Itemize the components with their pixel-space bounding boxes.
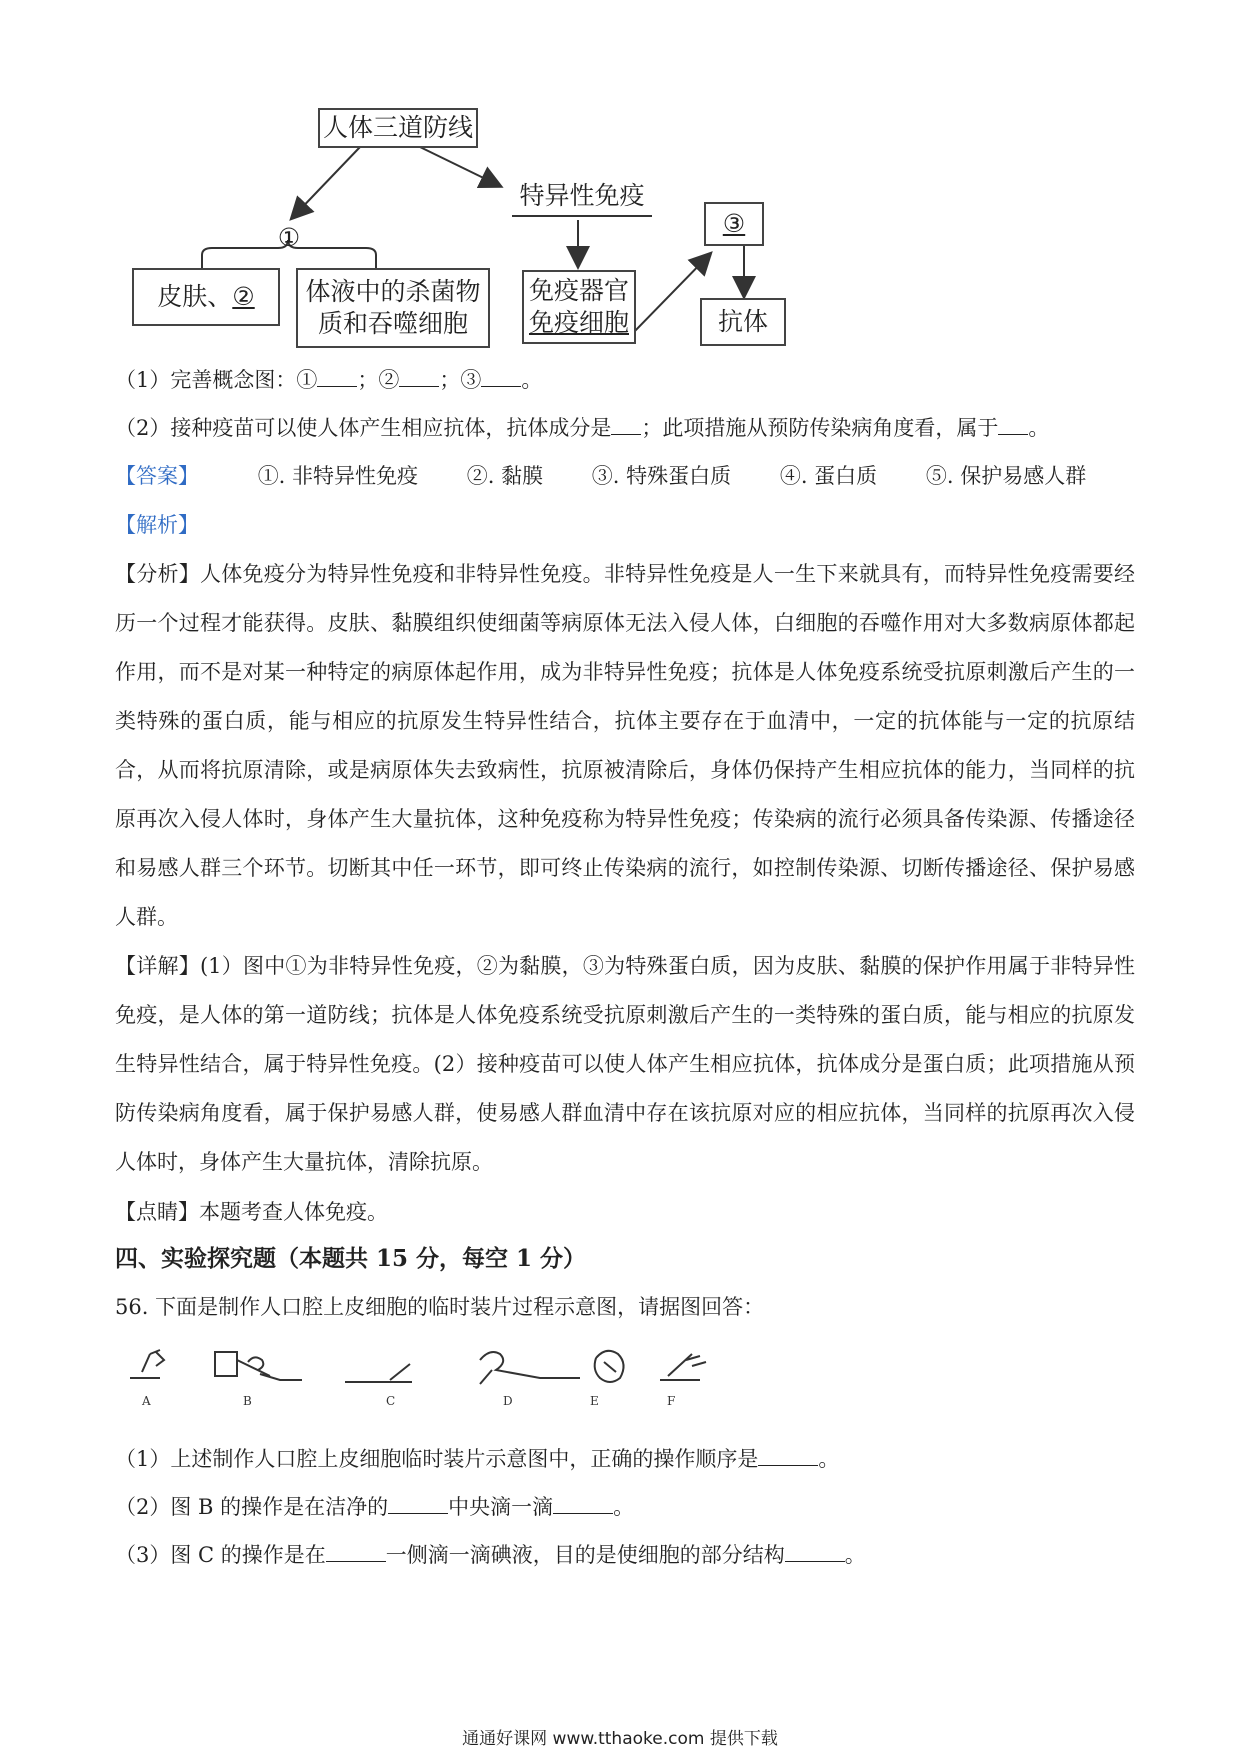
diagram-organ-line1: 免疫器官 <box>528 276 629 305</box>
diagram-organ-box <box>522 270 636 344</box>
question-56-sub-3-end: 。 <box>844 1543 866 1567</box>
figure-label-a: A <box>142 1394 151 1408</box>
diagram-antibody-label: 抗体 <box>717 307 768 336</box>
answer-item-4: ④. 蛋白质 <box>779 464 878 488</box>
question-56-sub-1-text: （1）上述制作人口腔上皮细胞临时装片示意图中，正确的操作顺序是 <box>115 1447 759 1471</box>
page-footer <box>0 1724 1240 1749</box>
question-1-sep2: ；③ <box>439 368 482 392</box>
diagram-node1-label: ① <box>277 223 301 252</box>
question-56-sub-1-end: 。 <box>818 1447 840 1471</box>
question-56-stem-text: 56. 下面是制作人口腔上皮细胞的临时装片过程示意图，请据图回答： <box>115 1295 765 1319</box>
analysis-paragraph <box>115 550 1135 942</box>
question-56-sub-1 <box>115 1444 1135 1474</box>
question-56-sub-2-text-b: 中央滴一滴 <box>448 1495 554 1519</box>
answer-item-1: ①. 非特异性免疫 <box>257 464 419 488</box>
question-56-sub-3-text-a: （3）图 C 的操作是在 <box>115 1543 326 1567</box>
analysis-heading <box>115 510 1135 540</box>
question-2-text-b: ；此项措施从预防传染病角度看，属于 <box>641 416 999 440</box>
question-56-sub-3-text-b: 一侧滴一滴碘液，目的是使细胞的部分结构 <box>385 1543 785 1567</box>
diagram-skin-blank: ② <box>232 282 255 311</box>
answer-label: 【答案】 <box>115 464 199 488</box>
figure-label-d: D <box>503 1394 513 1408</box>
detail-label: 【详解】 <box>115 954 200 978</box>
question-2-blank-1 <box>611 414 641 435</box>
question-1-prefix: （1）完善概念图：① <box>115 368 318 392</box>
question-56-sub-2-text-a: （2）图 B 的操作是在洁净的 <box>115 1495 389 1519</box>
question-56-sub-3-blank-1 <box>326 1541 386 1562</box>
page-footer-text: 通通好课网 www.tthaoke.com 提供下载 <box>462 1729 778 1749</box>
detail-paragraph <box>115 942 1135 1187</box>
point-row <box>115 1197 1135 1227</box>
question-56-stem <box>115 1292 1135 1322</box>
diagram-node1 <box>274 224 304 252</box>
procedure-figure-drawings <box>120 1340 720 1420</box>
diagram-root <box>318 108 478 148</box>
diagram-skin-label: 皮肤、 <box>157 282 233 311</box>
diagram-root-label: 人体三道防线 <box>322 113 473 142</box>
answer-item-5: ⑤. 保护易感人群 <box>925 464 1087 488</box>
question-56-sub-2-blank-2 <box>553 1493 613 1514</box>
question-2-text-a: （2）接种疫苗可以使人体产生相应抗体，抗体成分是 <box>115 416 612 440</box>
diagram-fluid-line1: 体液中的杀菌物 <box>305 277 481 306</box>
analysis-text: 人体免疫分为特异性免疫和非特异性免疫。非特异性免疫是人一生下来就具有，而特异性免疫需要经历一个过程才能获得。皮肤、黏膜组织使细菌等病原体无法入侵人体，白细胞的吞噬作用对大多数病原体都起作用，而不是对某一种特定的病原体起作用，成为非特异性免疫；抗体是人体免疫系统受抗原刺激后产生的一类特殊的蛋白质，能与相应的抗原发生特异性结合，抗体主要存在于血清中，一定的抗体能与一定的抗原结合，从而将抗原清除，或是病原体失去致病性，抗原被清除后，身体仍保持产生相应抗体的能力，当同样的抗原再次入侵人体时，身体产生大量抗体，这种免疫称为特异性免疫；传染病的流行必须具备传染源、传播途径和易感人群三个环节。切断其中任一环节，即可终止传染病的流行，如控制传染源、切断传播途径、保护易感人群。 <box>115 562 1136 929</box>
analysis-label: 【分析】 <box>115 562 201 586</box>
detail-text: (1）图中①为非特异性免疫，②为黏膜，③为特殊蛋白质，因为皮肤、黏膜的保护作用属于非特异性免疫，是人体的第一道防线；抗体是人体免疫系统受抗原刺激后产生的一类特殊的蛋白质，能与相应的抗原发生特异性结合，属于特异性免疫。(2）接种疫苗可以使人体产生相应抗体，抗体成分是蛋白质；此项措施从预防传染病角度看，属于保护易感人群，使易感人群血清中存在该抗原对应的相应抗体，当同样的抗原再次入侵人体时，身体产生大量抗体，清除抗原。 <box>115 954 1135 1174</box>
diagram-skin-box <box>132 268 280 326</box>
question-56-sub-3-blank-2 <box>785 1541 845 1562</box>
question-56-sub-3 <box>115 1540 1135 1570</box>
section-title <box>115 1244 1135 1274</box>
question-56-sub-2 <box>115 1492 1135 1522</box>
question-1-blank-2 <box>399 366 439 387</box>
figure-label-b: B <box>243 1394 252 1408</box>
answer-item-3: ③. 特殊蛋白质 <box>591 464 732 488</box>
diagram-specific-label: 特异性免疫 <box>519 181 645 210</box>
diagram-antibody-box <box>700 298 786 346</box>
question-56-sub-2-blank-1 <box>388 1493 448 1514</box>
question-56-sub-2-end: 。 <box>613 1495 635 1519</box>
diagram-node3-label: ③ <box>722 209 746 238</box>
diagram-fluid-line2: 质和吞噬细胞 <box>317 309 468 338</box>
analysis-heading-label: 【解析】 <box>115 513 199 537</box>
figure-label-e: E <box>590 1394 599 1408</box>
diagram-fluid-box <box>296 268 490 348</box>
question-1-end: 。 <box>521 368 543 392</box>
point-text: 本题考查人体免疫。 <box>199 1200 388 1224</box>
section-title-text: 四、实验探究题（本题共 15 分，每空 1 分） <box>115 1245 587 1272</box>
question-2-end: 。 <box>1028 416 1050 440</box>
point-label: 【点睛】 <box>115 1200 199 1224</box>
answer-row <box>115 461 1135 491</box>
diagram-organ-line2: 免疫细胞 <box>528 308 629 337</box>
question-1 <box>115 365 1135 395</box>
question-1-blank-1 <box>317 366 357 387</box>
question-56-sub-1-blank <box>758 1445 818 1466</box>
question-1-blank-3 <box>481 366 521 387</box>
diagram-node3 <box>704 202 764 246</box>
question-1-sep1: ；② <box>357 368 400 392</box>
diagram-specific <box>512 180 652 212</box>
figure-label-c: C <box>386 1394 396 1408</box>
procedure-figure <box>120 1340 720 1420</box>
question-2-blank-2 <box>998 414 1028 435</box>
question-2 <box>115 413 1135 443</box>
concept-diagram <box>0 0 1240 350</box>
figure-label-f: F <box>667 1394 676 1408</box>
answer-item-2: ②. 黏膜 <box>466 464 544 488</box>
